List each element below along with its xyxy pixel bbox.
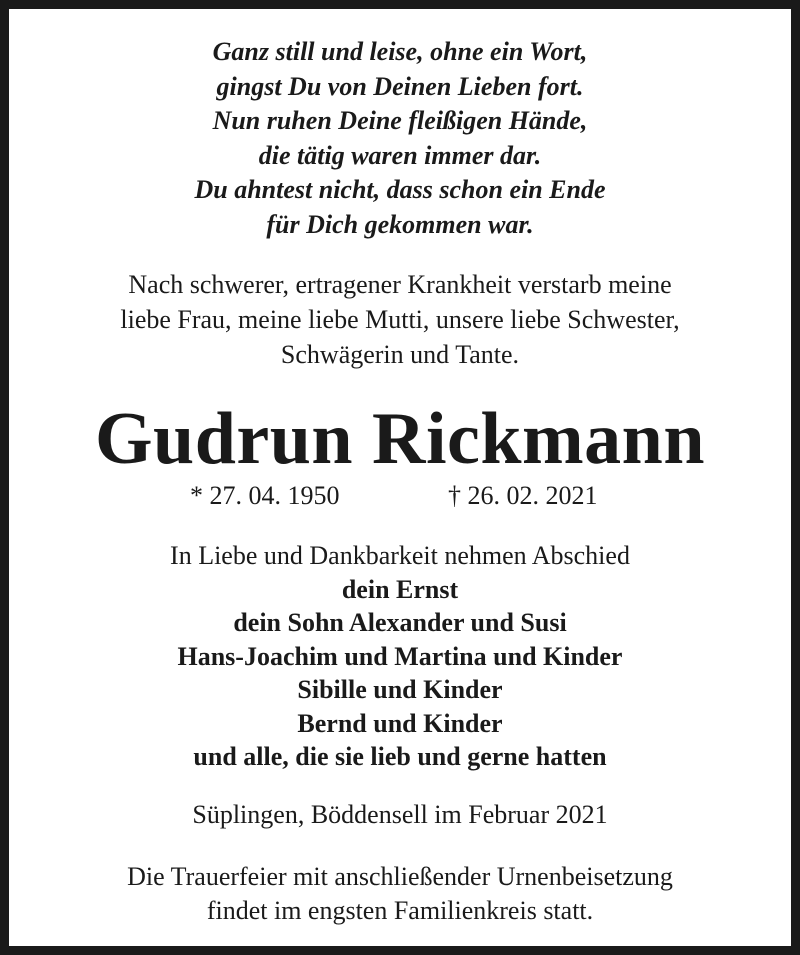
poem-line: Nun ruhen Deine fleißigen Hände,	[212, 106, 588, 135]
poem-line: Du ahntest nicht, dass schon ein Ende	[194, 175, 606, 204]
poem-line: Ganz still und leise, ohne ein Wort,	[212, 37, 588, 66]
mourner-line: Hans-Joachim und Martina und Kinder	[177, 641, 623, 671]
farewell-section	[9, 539, 791, 774]
mourner-line: Bernd und Kinder	[297, 708, 503, 738]
mourner-line: Sibille und Kinder	[297, 675, 503, 704]
ceremony-info	[9, 860, 791, 928]
birth-date: * 27. 04. 1950	[190, 481, 340, 510]
ceremony-line: findet im engsten Familienkreis statt.	[206, 896, 594, 925]
poem	[9, 35, 791, 242]
poem-line: gingst Du von Deinen Lieben fort.	[216, 71, 584, 101]
announcement-line: Nach schwerer, ertragener Krankheit verstarb meine	[128, 270, 672, 299]
life-dates	[9, 479, 791, 513]
death-date: † 26. 02. 2021	[448, 481, 598, 510]
poem-line: die tätig waren immer dar.	[258, 140, 542, 170]
place-and-date: Süplingen, Böddensell im Februar 2021	[192, 800, 608, 829]
ceremony-line: Die Trauerfeier mit anschließender Urnenbeisetzung	[127, 862, 673, 891]
mourner-line: dein Ernst	[341, 574, 459, 604]
farewell-intro: In Liebe und Dankbarkeit nehmen Abschied	[170, 541, 630, 570]
announcement-line: Schwägerin und Tante.	[280, 340, 520, 369]
announcement-line: liebe Frau, meine liebe Mutti, unsere liebe Schwester,	[120, 305, 680, 334]
death-announcement	[9, 267, 791, 372]
mourner-line: und alle, die sie lieb und gerne hatten	[193, 742, 607, 771]
mourner-line: dein Sohn Alexander und Susi	[233, 608, 567, 637]
deceased-name: Gudrun Rickmann	[95, 398, 705, 480]
poem-line: für Dich gekommen war.	[266, 209, 534, 239]
